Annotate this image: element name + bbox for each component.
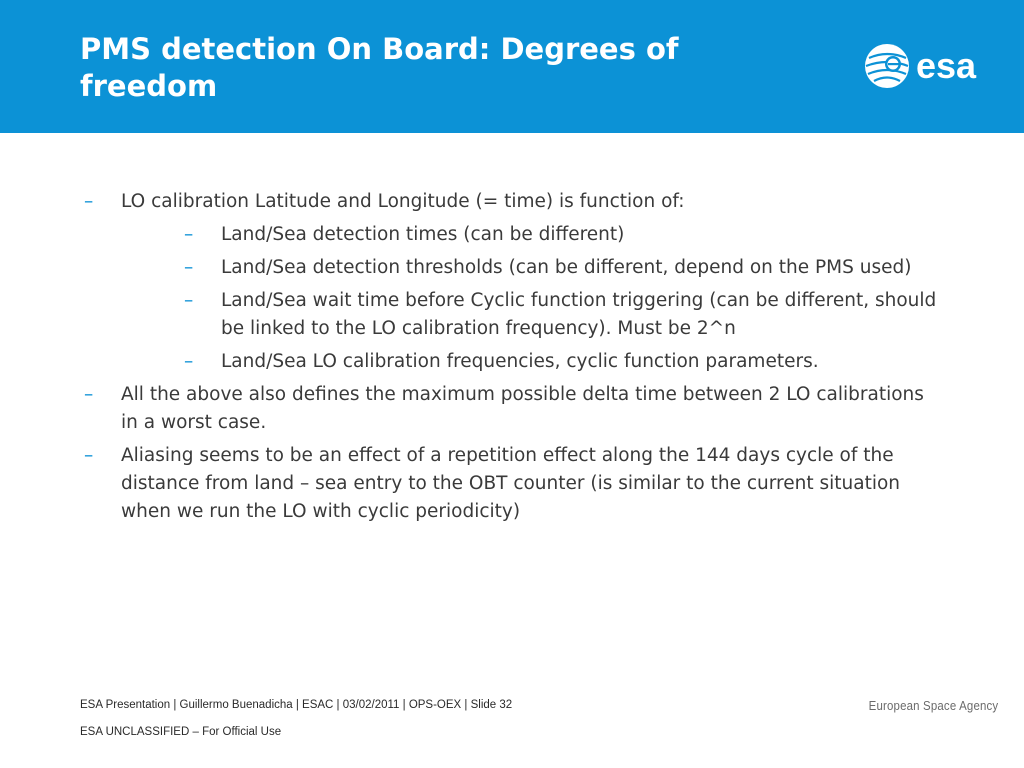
bullet-dash: – [84, 384, 94, 405]
bullet-item [80, 442, 940, 526]
bullet-dash: – [184, 290, 194, 311]
bullet-dash: – [84, 445, 94, 466]
esa-logo [862, 40, 1002, 92]
agency-name: European Space Agency [868, 698, 998, 713]
slide-title: PMS detection On Board: Degrees of freedom [80, 32, 679, 103]
sub-bullet-item [180, 254, 940, 282]
bullet-dash: – [84, 191, 94, 212]
bullet-text: LO calibration Latitude and Longitude (= time) is function of: [121, 191, 685, 212]
esa-logo-text: esa [916, 45, 977, 86]
esa-globe-icon [865, 44, 909, 88]
sub-bullet-item [180, 221, 940, 249]
bullet-text: Aliasing seems to be an effect of a repetition effect along the 144 days cycle of the distance from land – sea entry to the OBT counter (is similar to the current situation when we run the LO with cyclic periodicity) [121, 445, 901, 522]
sub-bullet-item [180, 287, 940, 343]
bullet-text: Land/Sea LO calibration frequencies, cyclic function parameters. [221, 351, 819, 372]
bullet-text: Land/Sea detection thresholds (can be different, depend on the PMS used) [221, 257, 912, 278]
bullet-dash: – [184, 351, 194, 372]
bullet-item [80, 188, 940, 216]
classification-label: ESA UNCLASSIFIED – For Official Use [80, 726, 282, 738]
slide-body [80, 188, 940, 531]
bullet-dash: – [184, 257, 194, 278]
sub-bullet-item [180, 348, 940, 376]
header-bar [0, 0, 1024, 133]
footer-info: ESA Presentation | Guillermo Buenadicha | ESAC | 03/02/2011 | OPS-OEX | Slide 32 [80, 699, 513, 711]
bullet-text: Land/Sea detection times (can be different) [221, 224, 625, 245]
bullet-text: All the above also defines the maximum possible delta time between 2 LO calibrations in a worst case. [121, 384, 924, 433]
bullet-text: Land/Sea wait time before Cyclic function triggering (can be different, should be linked to the LO calibration frequency). Must be 2^n [221, 290, 937, 339]
bullet-dash: – [184, 224, 194, 245]
bullet-item [80, 381, 940, 437]
